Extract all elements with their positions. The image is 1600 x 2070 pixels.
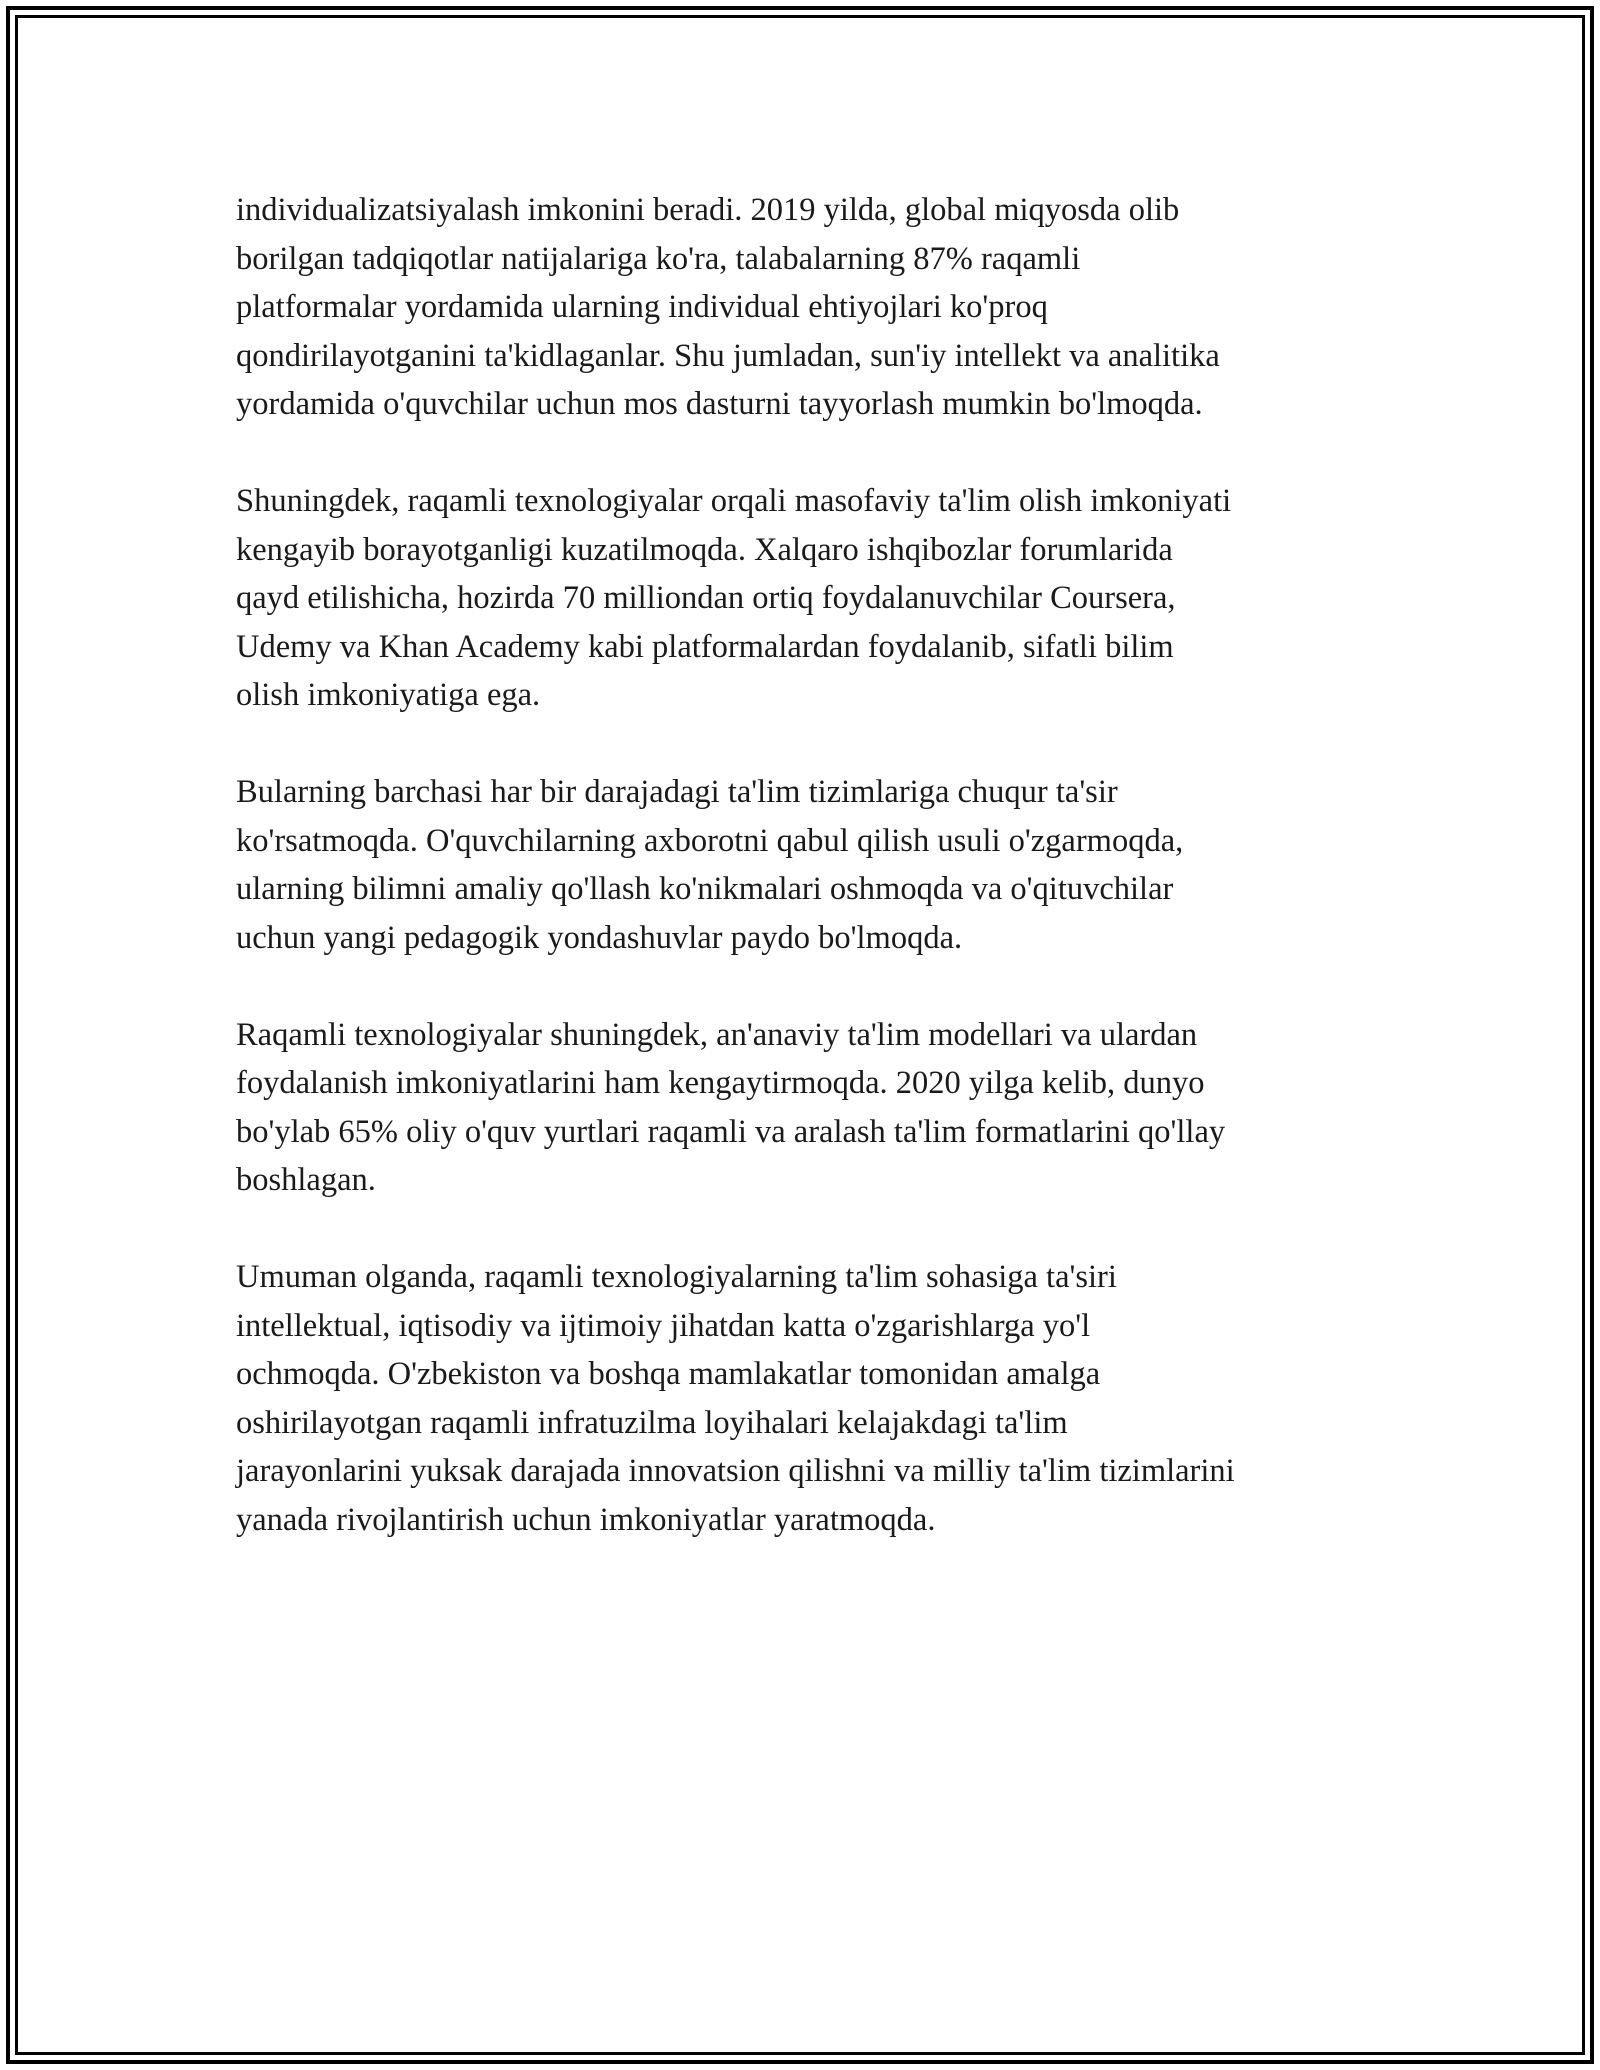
document-body (236, 186, 1386, 1544)
paragraph-5: Umuman olganda, raqamli texnologiyalarning ta'lim sohasiga ta'siri intellektual, iqtisodiy va ijtimoiy jihatdan katta o'zgarishlarga yo'l ochmoqda. O'zbekiston va boshqa mamlakatlar tomonidan amalga oshirilayotgan raqamli infratuzilma loyihalari kelajakdagi ta'lim jarayonlarini yuksak darajada innovatsion qilishni va milliy ta'lim tizimlarini yanada rivojlantirish uchun imkoniyatlar yaratmoqda. (236, 1259, 1235, 1538)
paragraph-3: Bularning barchasi har bir darajadagi ta'lim tizimlariga chuqur ta'sir ko'rsatmoqda. O'quvchilarning axborotni qabul qilish usuli o'zgarmoqda, ularning bilimni amaliy qo'llash ko'nikmalari oshmoqda va o'qituvchilar uchun yangi pedagogik yondashuvlar paydo bo'lmoqda. (236, 774, 1184, 956)
paragraph-1: individualizatsiyalash imkonini beradi. 2019 yilda, global miqyosda olib borilgan tadqiqotlar natijalariga ko'ra, talabalarning 87% raqamli platformalar yordamida ularning individual ehtiyojlari ko'proq qondirilayotganini ta'kidlaganlar. Shu jumladan, sun'iy intellekt va analitika yordamida o'quvchilar uchun mos dasturni tayyorlash mumkin bo'lmoqda. (236, 192, 1220, 422)
paragraph-2: Shuningdek, raqamli texnologiyalar orqali masofaviy ta'lim olish imkoniyati kengayib borayotganligi kuzatilmoqda. Xalqaro ishqibozlar forumlarida qayd etilishicha, hozirda 70 milliondan ortiq foydalanuvchilar Coursera, Udemy va Khan Academy kabi platformalardan foydalanib, sifatli bilim olish imkoniyatiga ega. (236, 483, 1232, 713)
paragraph-4: Raqamli texnologiyalar shuningdek, an'anaviy ta'lim modellari va ulardan foydalanish imkoniyatlarini ham kengaytirmoqda. 2020 yilga kelib, dunyo bo'ylab 65% oliy o'quv yurtlari raqamli va aralash ta'lim formatlarini qo'llay boshlagan. (236, 1016, 1226, 1198)
